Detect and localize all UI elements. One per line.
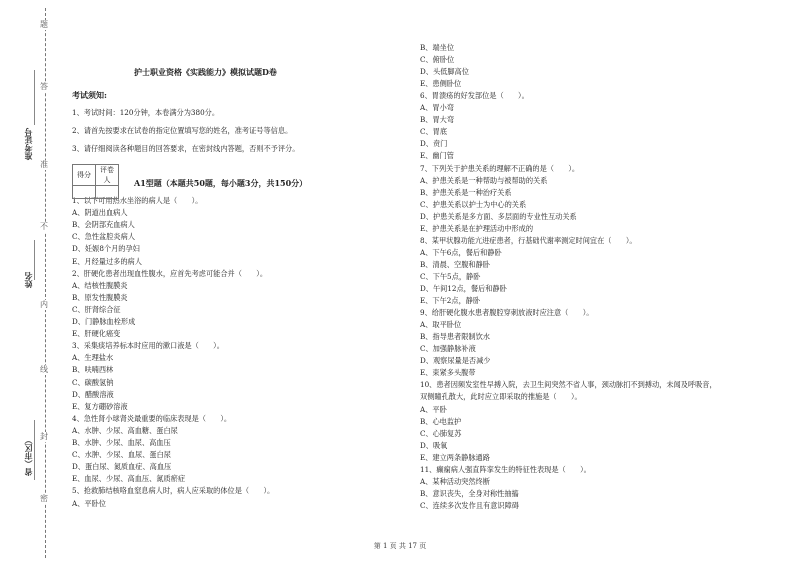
binding-margin — [0, 0, 52, 565]
seal-mark: 准 — [40, 160, 48, 169]
question-line: 3、采集痰培养标本时应用的漱口液是（ ）。 — [72, 341, 224, 351]
seal-mark: 内 — [40, 300, 48, 309]
question-line: A、结核性腹膜炎 — [72, 280, 128, 290]
question-line: C、水肿、少尿、血尿、蛋白尿 — [72, 450, 171, 460]
question-line: D、蛋白尿、氮质血症、高血压 — [72, 462, 172, 472]
question-line: D、醋酸溶液 — [72, 389, 114, 399]
question-line: B、端坐位 — [420, 43, 455, 52]
question-line: C、下午5点，静卧 — [420, 271, 481, 281]
province-label: 省（市区） — [23, 436, 33, 476]
question-line: B、心电监护 — [420, 416, 462, 426]
question-line: 双侧瞳孔散大，此时应立即采取的推施是（ ）。 — [420, 392, 582, 402]
seal-mark: 封 — [40, 432, 48, 441]
question-line: C、急性盆腔炎病人 — [72, 232, 136, 242]
seal-mark: 题 — [40, 20, 48, 29]
question-line: A、下午6点，餐后和静卧 — [420, 247, 502, 257]
question-line: C、碳酸氢钠 — [72, 377, 114, 387]
question-line: 2、肝硬化患者出现血性腹水，应首先考虑可能合并（ ）。 — [72, 268, 268, 278]
question-line: E、建立两条静脉通路 — [420, 452, 490, 462]
question-line: A、胃小弯 — [420, 103, 454, 113]
question-line: D、贲门 — [420, 139, 448, 149]
question-line: A、取平卧位 — [420, 320, 462, 330]
score-blank — [73, 186, 96, 199]
question-line: D、护患关系是多方面、多层面的专业性互动关系 — [420, 211, 577, 221]
question-line: E、下午2点，静卧 — [420, 296, 481, 306]
question-line: A、某种活动突然终断 — [420, 476, 490, 486]
fill-line — [34, 70, 35, 125]
question-line: 4、急性肾小球肾炎最重要的临床表现是（ ）。 — [72, 413, 232, 423]
question-line: B、指导患者限制饮水 — [420, 332, 490, 342]
seal-mark: 线 — [40, 365, 48, 374]
question-line: E、肝硬化癌变 — [72, 329, 121, 339]
question-line: E、束紧多头腹带 — [420, 368, 476, 378]
seal-mark: 答 — [40, 82, 48, 91]
question-line: C、心肺复苏 — [420, 428, 462, 438]
question-line: 8、某甲状腺功能亢进症患者，行基础代谢率测定时间宜在（ ）。 — [420, 235, 637, 245]
question-line: E、护患关系是在护理活动中形成的 — [420, 223, 534, 233]
question-line: B、会阴部充血病人 — [72, 220, 135, 230]
question-line: 7、下列关于护患关系的理解不正确的是（ ）。 — [420, 163, 580, 173]
question-line: D、头低脚高位 — [420, 67, 469, 77]
question-line: 11、癫痫病人强直阵挛发生的特征性表现是（ ）。 — [420, 464, 591, 474]
question-line: A、生理盐水 — [72, 353, 114, 363]
notice-item: 2、请首先按要求在试卷的指定位置填写您的姓名，准考证号等信息。 — [72, 126, 293, 135]
question-line: A、阴道出血病人 — [72, 208, 128, 218]
question-line: C、肝肾综合征 — [72, 304, 121, 314]
question-line: D、门静脉血栓形成 — [72, 317, 136, 326]
question-line: 6、胃溃疡的好发部位是（ ）。 — [420, 91, 529, 101]
page-footer: 第 1 页 共 17 页 — [373, 542, 427, 550]
question-line: C、加强静脉补液 — [420, 344, 476, 354]
score-table — [72, 164, 119, 199]
grader-cell: 评卷人 — [96, 165, 119, 186]
question-line: C、护患关系以护士为中心的关系 — [420, 199, 527, 209]
question-line: 1、以下可用热水坐浴的病人是（ ）。 — [72, 196, 203, 205]
seal-mark: 不 — [40, 222, 48, 231]
question-line: D、吸氧 — [420, 440, 448, 450]
question-line: D、观察尿量是否减少 — [420, 356, 491, 366]
question-line: B、意识丧失，全身对称性抽搐 — [420, 488, 519, 498]
question-line: B、清晨、空腹和静卧 — [420, 259, 490, 269]
section-heading: A1型题（本题共50题，每小题3分，共150分） — [134, 178, 308, 188]
question-line: E、复方硼砂溶液 — [72, 401, 128, 411]
question-line: D、午间12点，餐后和静卧 — [420, 284, 507, 293]
question-line: C、俯卧位 — [420, 55, 455, 65]
fill-line — [34, 240, 35, 280]
question-line: B、水肿、少尿、血尿、高血压 — [72, 438, 171, 447]
question-line: 10、患者因频发室性早搏入院，去卫生间突然不省人事，颈动脉扪不到搏动，未闻及呼吸音， — [420, 380, 717, 390]
question-line: E、幽门管 — [420, 151, 454, 161]
fill-line — [34, 420, 35, 480]
notice-item: 3、请仔细阅读各种题目的回答要求，在密封线内答题，否则不予评分。 — [72, 144, 300, 153]
question-line: E、血尿、少尿、高血压、氮质瘀症 — [72, 474, 186, 484]
question-line: E、月经量过多的病人 — [72, 256, 142, 266]
question-line: B、原发性腹膜炎 — [72, 292, 128, 302]
exam-title: 护士职业资格《实践能力》模拟试题D卷 — [134, 67, 277, 77]
question-line: C、连续多次发作且有意识障碍 — [420, 500, 519, 510]
question-line: B、胃大弯 — [420, 115, 455, 125]
question-line: E、患侧卧位 — [420, 79, 462, 89]
question-line: A、水肿、少尿、高血糖、蛋白尿 — [72, 425, 178, 435]
notice-item: 1、考试时间：120分钟，本卷满分为380分。 — [72, 108, 220, 117]
question-line: A、护患关系是一种帮助与被帮助的关系 — [420, 175, 548, 185]
question-line: B、呋喃西林 — [72, 365, 114, 375]
question-line: D、妊娠8个月的孕妇 — [72, 244, 140, 254]
question-line: 9、给肝硬化腹水患者腹腔穿刺放液时应注意（ ）。 — [420, 308, 594, 318]
question-line: 5、抢救肺结核咯血窒息病人时，病人应采取的体位是（ ）。 — [72, 486, 275, 496]
notice-heading: 考试须知: — [72, 90, 107, 100]
admission-number-label: 准考证号 — [23, 128, 33, 160]
score-cell: 得分 — [73, 165, 96, 186]
question-line: A、平卧 — [420, 404, 447, 414]
grader-blank — [96, 186, 119, 199]
seal-mark: 密 — [40, 494, 48, 503]
question-line: A、平卧位 — [72, 498, 106, 508]
question-line: C、胃底 — [420, 127, 448, 137]
name-label: 姓名 — [23, 272, 33, 288]
question-line: B、护患关系是一种治疗关系 — [420, 187, 512, 197]
